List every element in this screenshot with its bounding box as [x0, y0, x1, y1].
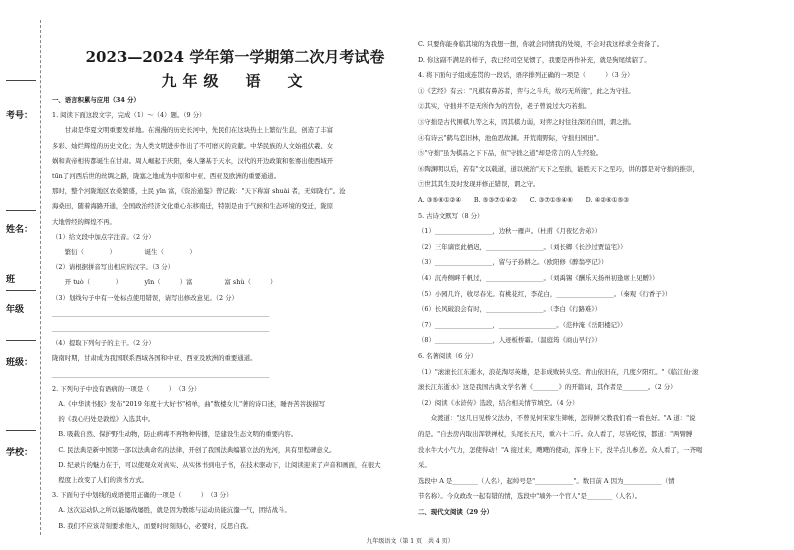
text-line: （2）三年谪宦此栖迟，__________________。（刘长卿《长沙过贾谊宅》）	[418, 242, 627, 251]
text-line: ①《艺经》有云："凡棋有鼻苏者，弈与之斗兵，故巧无所施"，此之为守挂。	[418, 86, 635, 95]
page-footer: 九年级语文（第 1 页 共 4 页）	[366, 538, 454, 545]
text-line: D. 你这副不满足的样子，我已经司空见惯了，我要是再作补充，就是狗尾续貂了。	[418, 55, 651, 64]
label-kaohao: 考号：	[6, 111, 34, 121]
right-column	[418, 40, 778, 540]
text-line: 娲和黄帝相传都诞生在甘肃。周人崛起于庆阳，秦人肇基于天水，汉代的开边政策和张骞出使西域开	[52, 156, 334, 165]
blank-nianji[interactable]	[6, 290, 36, 291]
label-ban: 班	[6, 275, 16, 285]
text-line: 众渡道："这几日见桥父法办，不曾见何宋家生筛帐，怎得鲜父教我们看一看也好。"A 道："说	[418, 414, 696, 423]
label-nianji: 年级	[6, 305, 25, 315]
blank-banji[interactable]	[6, 340, 36, 341]
text-line: 那时，整个河陇地区农桑繁盛，土民 yīn 富，《资治通鉴》曾记载："天下称富 shuài 者，无如陇右"。沧	[52, 187, 346, 196]
text-line: D. 纪录片的魅力在于，可以使观众对真实、从实体书到电子书，在技术驱动下，让阅读迎来了声音和画面，在很大	[52, 460, 381, 469]
text-line: （2）阅读《水浒传》选段，结合相关情节填空。（4 分）	[418, 398, 579, 407]
text-line: （2）请根据拼音写出相应的汉字。（3 分）	[52, 263, 174, 272]
text-line: （7）__________________，__________________。（范仲淹《岳阳楼记》）	[418, 320, 627, 329]
text-line: 选段中 A 是________（人名），起绰号是"____________"。数目前 A 因为____________（情	[418, 476, 675, 485]
text-line: 1. 阅读下面这段文字，完成（1）～（4）题。（9 分）	[52, 111, 206, 120]
exam-subtitle: 九年级 语 文	[161, 72, 309, 90]
text-line: C. 只要你能身临其境的为我想一想，你就会同情我的处境，不会对我这样求全责备了。	[418, 40, 664, 48]
text-line: ⑦世其其生及时发现并修正错误，谓之守。	[418, 180, 540, 189]
text-line: 的是。"自去房内取出浑铁禅杖，头尾长五尺，重六十二斤。众人看了，尽皆吃惊，都道："两臂膊	[418, 430, 693, 438]
text-line: tūn了河西后世的丝绸之路，陇塞之地成为中原和中亚、西亚及欧洲的重要通道。	[52, 172, 281, 180]
text-line: （6）长风破浪会有时，__________________。（李白《行路难》）	[418, 305, 601, 314]
text-line: ⑤"守拙"虽为棋品之下下品，但"守拙之道"却是常言的人生经验。	[418, 149, 603, 158]
text-line: 5. 古诗文默写（8 分）	[418, 211, 484, 220]
text-line: A. ③⑤⑥①②④ B. ⑤③⑦①④② C. ③⑦①⑤④⑥ D. ④②⑥①⑤③	[418, 196, 629, 204]
text-line: 2. 下列句子中没有语病的一项是（ ） （3 分）	[52, 384, 201, 393]
text-line: ⑥陶渊明以后，若有"文以载道，道以统治"天下之至拙，能胜天下之至巧，讲的都是对守拙的推崇，	[418, 164, 699, 173]
section-heading: 二、现代文阅读（29 分）	[418, 508, 494, 516]
exam-title: 2023—2024 学年第一学期第二次月考试卷	[85, 48, 385, 66]
label-xingming: 姓名：	[6, 225, 34, 235]
text-line: （4）沉舟侧畔千帆过，__________________。（刘禹锡《酬乐天扬州初逢席上见赠》）	[418, 274, 659, 282]
text-line: ____________________________________________________________________	[52, 324, 270, 332]
text-line: 繁衍（ ） 诞生（ ）	[52, 248, 196, 256]
text-line: 3. 下面句子中划线的成语使用正确的一项是（ ） （3 分）	[52, 491, 233, 500]
binding-margin	[0, 0, 52, 550]
text-line: （4）提取下列句子的主干。（2 分）	[52, 339, 155, 348]
text-line: ____________________________________________________________________	[52, 369, 270, 378]
label-banji: 班级：	[6, 358, 34, 368]
binding-dashed-line	[40, 20, 41, 535]
text-line: （1）"滚滚长江东逝水，浪花淘尽英雄，是非成败转头空。青山依旧在，几度夕阳红。"《临江仙·滚	[418, 367, 699, 376]
text-line: B. 吸载自然、保护野生动物，防止病毒不再物种传播，是建设生态文明的重要内容。	[52, 430, 298, 439]
text-line: 程度上改变了人们的读书方式。	[52, 476, 148, 484]
blank-xingming[interactable]	[6, 210, 36, 211]
text-line: 6. 名著阅读（6 分）	[418, 352, 477, 360]
text-line: 滚长江东逝水》这是我国古典文学名著《________》的开篇词，其作者是________。（2 分）	[418, 383, 677, 392]
text-line: 多彩、灿烂辉煌的历史文化；为人类文明进步作出了不可磨灭的贡献。中华民族的人文始祖伏羲、女	[52, 141, 334, 150]
text-line: ③守拙是古代围棋九等之末，因其棋力弱，对弈之时往往深闭自固，谓之拙。	[418, 118, 636, 126]
text-line: ____________________________________________________________________	[52, 308, 270, 317]
section-heading: 一、语言积累与应用（34 分）	[52, 96, 140, 104]
text-line: 大地曾经的辉煌不再。	[52, 217, 116, 226]
label-xuexiao: 学校：	[6, 448, 34, 458]
text-line: ②其实，守拙并不是无所作为的宫份，老子曾说过大巧若拙。	[418, 102, 591, 111]
text-line: （3）__________________，留与子孙耕之。（欧阳修《醉翁亭记》）	[418, 258, 608, 267]
text-line: 4. 将下面句子组成连贯的一段话，语序排列正确的一项是（ ）（3 分）	[418, 71, 634, 80]
text-line: 开 tuò（ ） yīn（ ）富 富 shù（ ）	[52, 278, 277, 287]
text-line: 没水牛大小气力，怎使得动！"A 接过来，飕飕的使动，浑身上下，没半点儿参差。众人看了，一齐喝	[418, 445, 703, 454]
text-line: 的《我心归处是敦煌》入选其中。	[52, 415, 155, 424]
blank-kaohao[interactable]	[6, 80, 36, 81]
text-line: 甘肃是华夏文明重要发祥地。在漫漫的历史长河中，先民们在这块热土上繁衍生息，创造了丰富	[52, 126, 334, 135]
blank-xuexiao[interactable]	[6, 430, 36, 431]
text-line: A.《中华读书报》发布"2019 年度十大好书"榜单，曲"数楼女儿"著的诗口述，睡吾苦菩拔描写	[52, 400, 326, 408]
text-line: 陇南时期，甘肃成为我国联系西域各国和中亚、西亚及欧洲的重要通道。	[52, 354, 257, 363]
text-line: 采。	[418, 461, 431, 470]
text-line: 海桑田，随着海路开通，全国政治经济文化重心东移南迁，特别是由于气候和生态环境的变迁，陇原	[52, 202, 334, 211]
text-line: （5）小园几许，收尽春光。有桃花红，李花白，__________________。（秦观《行香子》）	[418, 289, 672, 298]
left-column	[52, 40, 408, 540]
text-line: （1）给文段中加点字注音。（2 分）	[52, 232, 155, 241]
text-line: （8）__________________，人迹板桥霜。（温庭筠《商山早行》）	[418, 336, 601, 345]
text-line: 节名称）。今众政改一起有错的情，选段中"墙外一个官人"是________（人名）。	[418, 492, 642, 501]
text-line: A. 这次运动队之所以能屡战屡胜，就是因为教练与运动员能沆瀣一气，团结战斗。	[52, 506, 291, 515]
text-line: （3）划线句子中有一处标点使用错误，请写出修改意见。（2 分）	[52, 293, 238, 302]
text-line: ④有诗云"鹤鸟恋旧林，池鱼思故渊。开荒南野际，守拙归园田"。	[418, 133, 603, 142]
text-line: B. 我们不应该苛刻要求他人，而要时时刻刻心，必要时，反思自我。	[52, 521, 253, 530]
text-line: （1）__________________，边秋一雁声。（杜甫《月夜忆舍弟》）	[418, 227, 601, 236]
text-line: C. 民法典是新中国第一部以法典命名的法律，开创了我国法典编纂立法的先河，具有里程碑意义。	[52, 445, 336, 454]
